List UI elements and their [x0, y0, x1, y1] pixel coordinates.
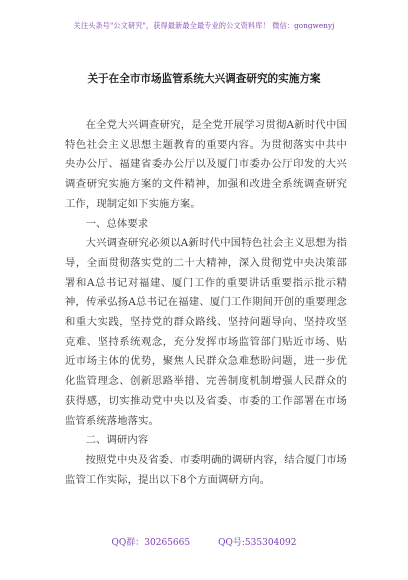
footer-contact	[0, 535, 408, 548]
general-requirements-paragraph: 大兴调查研究必须以A新时代中国特色社会主义思想为指导，全面贯彻落实党的二十大精神，深入贯彻党中央决策部署和A总书记对福建、厦门工作的重要讲话重要指示批示精神，传承弘扬A总书记在福建、厦门工作期间开创的重要理念和重大实践，坚持党的群众路线、坚持问题导向、坚持攻坚克难、坚持系统观念，充分发挥市场监管部门贴近市场、贴近市场主体的优势，聚焦人民群众急难愁盼问题，进一步优化监管理念、创新思路举措、完善制度机制增强人民群众的获得感，切实推动党中央以及省委、市委的工作部署在市场监管系统落地落实。	[65, 237, 347, 427]
promo-banner: 关注头条号"公文研究"，获得最新最全最专业的公文资料库！ 微信：gongwenyj	[73, 21, 335, 30]
document-title: 关于在全市市场监管系统大兴调查研究的实施方案	[87, 73, 321, 85]
qq-group-text: QQ群：30265665	[111, 538, 191, 548]
section-heading-general-requirements: 一、总体要求	[85, 217, 149, 230]
intro-paragraph: 在全党大兴调查研究，是全党开展学习贯彻A新时代中国特色社会主义思想主题教育的重要内容。为贯彻落实中共中央办公厅、福建省委办公厅以及厦门市委办公厅印发的大兴调查研究实施方案的文件精神，加强和改进全系统调查研究工作，现制定如下实施方案。	[65, 119, 347, 210]
section-heading-research-content: 二、调研内容	[85, 434, 149, 447]
qq-number-text: QQ号:535304092	[218, 538, 297, 548]
research-content-paragraph: 按照党中央及省委、市委明确的调研内容，结合厦门市场监管工作实际，提出以下8个方面调研方向。	[65, 453, 347, 486]
document-body	[65, 116, 347, 490]
